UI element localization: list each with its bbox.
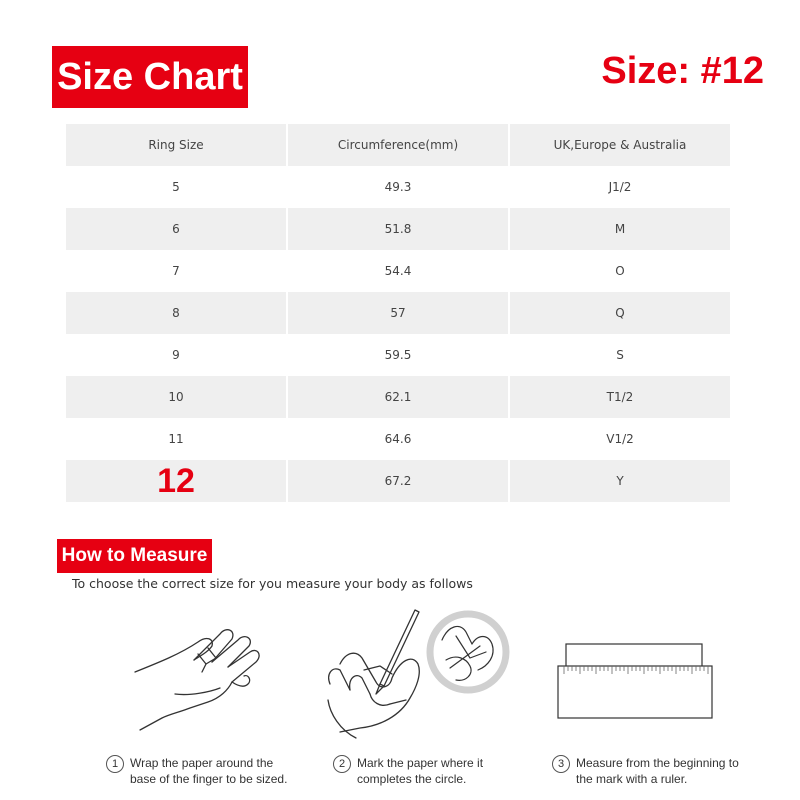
circumference-cell: 64.6 [384, 432, 412, 446]
table-row-highlighted [66, 460, 730, 502]
step-3-line-2: the mark with a ruler. [576, 772, 688, 786]
size-table [64, 124, 732, 502]
ring-size-cell-highlighted: 12 [66, 460, 286, 502]
circumference-cell: 67.2 [288, 460, 508, 502]
how-to-measure-subtitle: To choose the correct size for you measure your body as follows [72, 576, 473, 591]
table-row [66, 334, 730, 376]
step-number-3: 3 [552, 755, 570, 773]
table-row [66, 208, 730, 250]
step-number-1: 1 [106, 755, 124, 773]
step-2-line-2: completes the circle. [357, 772, 467, 786]
circumference-cell: 54.4 [384, 264, 412, 278]
table-row [66, 250, 730, 292]
hand-mark-icon [320, 604, 520, 749]
step-1 [106, 755, 287, 787]
step-number-2: 2 [333, 755, 351, 773]
step-3-text [576, 755, 739, 787]
step-1-line-2: base of the finger to be sized. [130, 772, 288, 786]
column-header-circumference: Circumference(mm) [288, 124, 508, 166]
uk-size-cell: V1/2 [606, 432, 634, 446]
step-1-text [130, 755, 287, 787]
step-3-line-1: Measure from the beginning to [576, 756, 739, 770]
circumference-cell: 59.5 [384, 348, 412, 362]
ring-size-cell: 8 [66, 292, 286, 334]
uk-size-cell: Y [510, 460, 730, 502]
size-chart-title: Size Chart [52, 46, 248, 108]
ring-size-cell: 5 [172, 180, 180, 194]
hand-wrap-icon [120, 612, 270, 747]
table-row [66, 376, 730, 418]
ruler-icon [556, 640, 716, 722]
step-3 [552, 755, 739, 787]
how-to-measure-title: How to Measure [57, 539, 212, 573]
column-header-uk-europe-australia: UK,Europe & Australia [510, 124, 730, 166]
ring-size-cell: 6 [66, 208, 286, 250]
ring-size-cell: 9 [172, 348, 180, 362]
selected-size-label: Size: #12 [601, 50, 764, 92]
uk-size-cell: Q [510, 292, 730, 334]
table-row [66, 418, 730, 460]
ring-size-cell: 11 [168, 432, 184, 446]
uk-size-cell: S [616, 348, 624, 362]
ring-size-cell: 10 [66, 376, 286, 418]
column-header-ring-size: Ring Size [66, 124, 286, 166]
uk-size-cell: M [510, 208, 730, 250]
step-2-line-1: Mark the paper where it [357, 756, 484, 770]
step-1-line-1: Wrap the paper around the [130, 756, 274, 770]
step-2-text [357, 755, 483, 787]
uk-size-cell: O [615, 264, 625, 278]
table-row [66, 292, 730, 334]
uk-size-cell: J1/2 [608, 180, 632, 194]
ring-size-cell: 7 [172, 264, 180, 278]
table-row [66, 166, 730, 208]
circumference-cell: 49.3 [384, 180, 412, 194]
circumference-cell: 62.1 [288, 376, 508, 418]
table-header-row [66, 124, 730, 166]
uk-size-cell: T1/2 [510, 376, 730, 418]
step-2 [333, 755, 483, 787]
circumference-cell: 57 [288, 292, 508, 334]
circumference-cell: 51.8 [288, 208, 508, 250]
